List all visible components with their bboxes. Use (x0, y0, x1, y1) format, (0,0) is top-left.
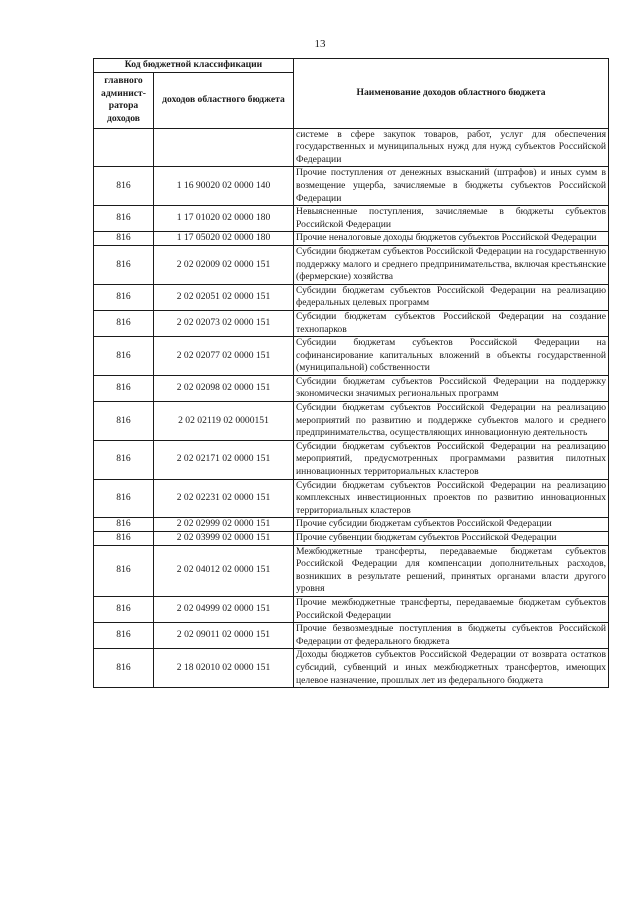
table-row (94, 649, 609, 688)
table-row (94, 402, 609, 441)
revenue-name-cell: Прочие межбюджетные трансферты, передаваемые бюджетам субъектов Российской Федерации (294, 596, 609, 622)
budget-classification-table (93, 58, 609, 688)
table-row (94, 545, 609, 596)
admin-code-cell: 816 (94, 623, 154, 649)
admin-code-cell: 816 (94, 167, 154, 206)
table-row (94, 596, 609, 622)
admin-code-cell: 816 (94, 649, 154, 688)
budget-code-cell: 2 18 02010 02 0000 151 (154, 649, 294, 688)
header-admin-column: главного админист-ратора доходов (94, 72, 154, 128)
revenue-name-cell: Межбюджетные трансферты, передаваемые бюджетам субъектов Российской Федерации для компенсации дополнительных расходов, возникших в результате решений, принятых органами власти другого уровня (294, 545, 609, 596)
revenue-name-cell: Субсидии бюджетам субъектов Российской Федерации на реализацию мероприятий по развитию и поддержке субъектов малого и среднего предпринимательства, осуществляющих инновационную деятельность (294, 402, 609, 441)
table-row (94, 518, 609, 532)
budget-code-cell: 1 17 01020 02 0000 180 (154, 206, 294, 232)
budget-code-cell: 2 02 09011 02 0000 151 (154, 623, 294, 649)
table-row (94, 532, 609, 546)
table-row (94, 310, 609, 336)
table-body (94, 128, 609, 688)
header-group-title: Код бюджетной классификации (94, 59, 294, 73)
page-number: 13 (314, 38, 326, 50)
revenue-name-cell: Субсидии бюджетам субъектов Российской Федерации на реализацию комплексных инвестиционных проектов по развитию инновационных территориальных кластеров (294, 479, 609, 518)
budget-code-cell: 2 02 02171 02 0000 151 (154, 440, 294, 479)
budget-code-cell: 2 02 02073 02 0000 151 (154, 310, 294, 336)
revenue-name-cell: Субсидии бюджетам субъектов Российской Федерации на реализацию мероприятий, предусмотренных программами развития пилотных инновационных территориальных кластеров (294, 440, 609, 479)
budget-code-cell: 2 02 02999 02 0000 151 (154, 518, 294, 532)
budget-code-cell: 1 17 05020 02 0000 180 (154, 232, 294, 246)
table-row (94, 623, 609, 649)
admin-code-cell: 816 (94, 284, 154, 310)
budget-code-cell: 2 02 03999 02 0000 151 (154, 532, 294, 546)
table-row (94, 206, 609, 232)
admin-code-cell: 816 (94, 310, 154, 336)
budget-code-cell: 2 02 02119 02 0000151 (154, 402, 294, 441)
revenue-name-cell: Прочие субвенции бюджетам субъектов Российской Федерации (294, 532, 609, 546)
admin-code-cell (94, 128, 154, 167)
admin-code-cell: 816 (94, 232, 154, 246)
budget-code-cell: 2 02 04999 02 0000 151 (154, 596, 294, 622)
budget-code-cell: 2 02 02009 02 0000 151 (154, 245, 294, 284)
table-row (94, 375, 609, 401)
revenue-name-cell: Субсидии бюджетам субъектов Российской Федерации на создание технопарков (294, 310, 609, 336)
admin-code-cell: 816 (94, 479, 154, 518)
budget-code-cell: 2 02 02077 02 0000 151 (154, 337, 294, 376)
budget-code-cell: 2 02 02098 02 0000 151 (154, 375, 294, 401)
table-row (94, 284, 609, 310)
table-row (94, 337, 609, 376)
revenue-name-cell: Субсидии бюджетам субъектов Российской Федерации на поддержку экономически значимых региональных программ (294, 375, 609, 401)
admin-code-cell: 816 (94, 337, 154, 376)
revenue-name-cell: Прочие безвозмездные поступления в бюджеты субъектов Российской Федерации от федерального бюджета (294, 623, 609, 649)
admin-code-cell: 816 (94, 402, 154, 441)
budget-code-cell: 2 02 02231 02 0000 151 (154, 479, 294, 518)
admin-code-cell: 816 (94, 518, 154, 532)
admin-code-cell: 816 (94, 245, 154, 284)
table-row (94, 479, 609, 518)
admin-code-cell: 816 (94, 545, 154, 596)
admin-code-cell: 816 (94, 375, 154, 401)
budget-code-cell: 2 02 02051 02 0000 151 (154, 284, 294, 310)
revenue-name-cell: Прочие неналоговые доходы бюджетов субъектов Российской Федерации (294, 232, 609, 246)
table-row (94, 167, 609, 206)
table-row (94, 440, 609, 479)
admin-code-cell: 816 (94, 206, 154, 232)
revenue-name-cell: Субсидии бюджетам субъектов Российской Федерации на софинансирование капитальных вложений в объекты государственной (муниципальной) собственности (294, 337, 609, 376)
table-row (94, 128, 609, 167)
admin-code-cell: 816 (94, 596, 154, 622)
revenue-name-cell: Субсидии бюджетам субъектов Российской Федерации на государственную поддержку малого и среднего предпринимательства, включая крестьянские (фермерские) хозяйства (294, 245, 609, 284)
header-code-column: доходов областного бюджета (154, 72, 294, 128)
table-row (94, 245, 609, 284)
budget-code-cell: 1 16 90020 02 0000 140 (154, 167, 294, 206)
revenue-name-cell: Невыясненные поступления, зачисляемые в бюджеты субъектов Российской Федерации (294, 206, 609, 232)
header-name-column: Наименование доходов областного бюджета (294, 59, 609, 129)
table-row (94, 232, 609, 246)
budget-code-cell: 2 02 04012 02 0000 151 (154, 545, 294, 596)
revenue-name-cell: системе в сфере закупок товаров, работ, услуг для обеспечения государственных и муниципальных нужд для нужд субъектов Российской Федерации (294, 128, 609, 167)
revenue-name-cell: Субсидии бюджетам субъектов Российской Федерации на реализацию федеральных целевых программ (294, 284, 609, 310)
revenue-name-cell: Доходы бюджетов субъектов Российской Федерации от возврата остатков субсидий, субвенций и иных межбюджетных трансфертов, имеющих целевое назначение, прошлых лет из федерального бюджета (294, 649, 609, 688)
revenue-name-cell: Прочие поступления от денежных взысканий (штрафов) и иных сумм в возмещение ущерба, зачисляемые в бюджеты субъектов Российской Федерации (294, 167, 609, 206)
admin-code-cell: 816 (94, 532, 154, 546)
admin-code-cell: 816 (94, 440, 154, 479)
budget-code-cell (154, 128, 294, 167)
revenue-name-cell: Прочие субсидии бюджетам субъектов Российской Федерации (294, 518, 609, 532)
